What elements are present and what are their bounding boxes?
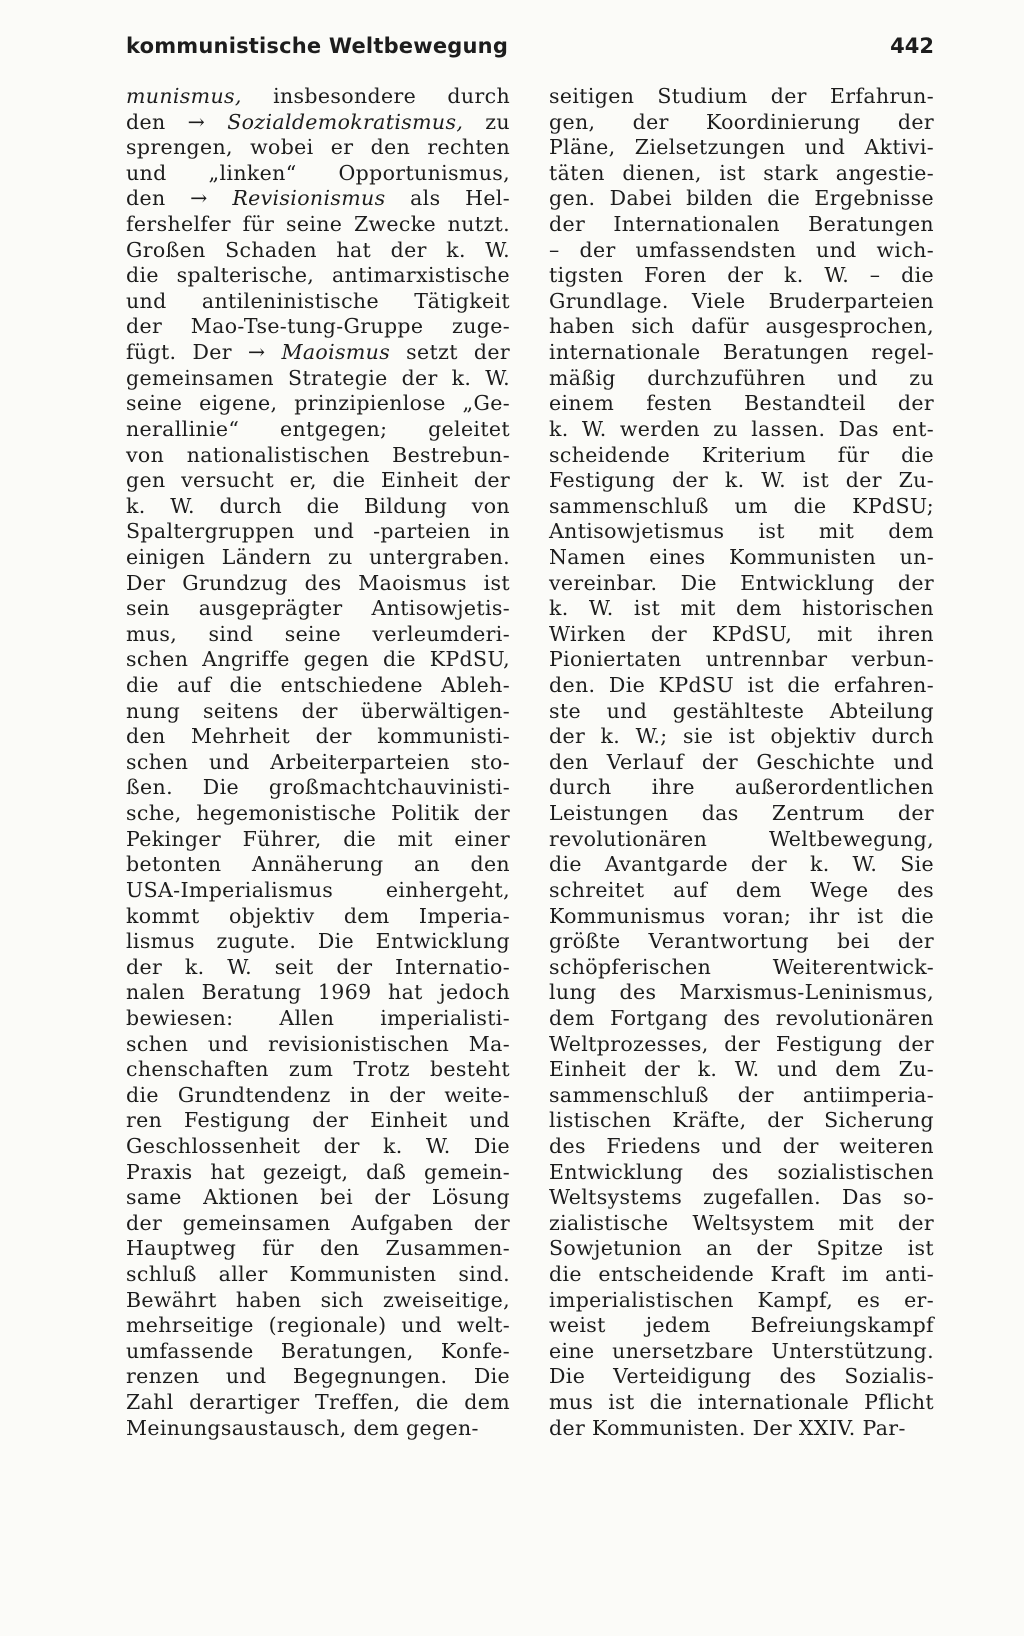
text-line [126,571,510,597]
text-line [549,596,934,622]
text-line [126,1134,510,1160]
text-run: Einheit der k. W. und dem Zu- [549,1057,934,1082]
text-line [549,1313,934,1339]
text-line [126,84,510,110]
text-line [126,1185,510,1211]
text-run: Weltprozesses, der Festigung der [549,1031,934,1056]
text-run: sprengen, wobei er den rechten [126,135,510,160]
text-run: gen. Dabei bilden die Ergebnisse [549,186,934,211]
text-run: umfassende Beratungen, Konfe- [126,1338,510,1363]
text-line [549,1032,934,1058]
text-run: nalen Beratung 1969 hat jedoch [126,980,510,1005]
italic-term: Maoismus [281,340,391,365]
text-run: von nationalistischen Bestrebun- [126,442,510,467]
text-run: Geschlossenheit der k. W. Die [126,1133,510,1158]
text-line [549,904,934,930]
text-run: die Avantgarde der k. W. Sie [549,852,934,877]
running-header [126,34,934,66]
text-line [549,980,934,1006]
text-line [549,622,934,648]
text-line [126,1057,510,1083]
text-run: Kommunismus voran; ihr ist die [549,903,934,928]
text-column-left [126,84,510,1441]
text-run: die Grundtendenz in der weite- [126,1082,510,1107]
text-line [549,647,934,673]
text-line [126,1108,510,1134]
text-line [126,443,510,469]
text-line [549,161,934,187]
text-run: den → [126,109,228,134]
text-run: die auf die entschiedene Ableh- [126,673,510,698]
italic-term: munismus, [126,84,242,108]
text-run: lung des Marxismus-Leninismus, [549,980,934,1005]
text-line [549,519,934,545]
text-line [549,571,934,597]
text-run: eine unersetzbare Unterstützung. [549,1338,934,1363]
text-line [126,391,510,417]
text-line [126,161,510,187]
text-run: sein ausgeprägter Antisowjetis- [126,596,510,621]
text-run: k. W. ist mit dem historischen [549,596,934,621]
text-line [549,443,934,469]
text-line [126,647,510,673]
text-run: schen und revisionistischen Ma- [126,1031,510,1056]
text-run: täten dienen, ist stark angestie- [549,160,934,185]
text-line [549,1134,934,1160]
text-line [549,135,934,161]
text-line [549,852,934,878]
text-run: chenschaften zum Trotz besteht [126,1057,510,1082]
text-line [549,314,934,340]
text-run: schreitet auf dem Wege des [549,877,934,902]
text-run: betonten Annäherung an den [126,852,510,877]
text-line [126,289,510,315]
page-number: 442 [890,34,934,58]
text-line [549,238,934,264]
text-line [126,135,510,161]
text-line [549,1185,934,1211]
text-line [126,878,510,904]
text-line [549,212,934,238]
text-line [549,1416,934,1442]
text-run: mus ist die internationale Pflicht [549,1390,934,1415]
text-run: Wirken der KPdSU, mit ihren [549,621,934,646]
text-line [126,750,510,776]
text-line [549,1364,934,1390]
text-line [126,1339,510,1365]
text-run: Spaltergruppen und -parteien in [126,519,510,544]
text-line [126,801,510,827]
text-line [126,494,510,520]
text-run: revolutionären Weltbewegung, [549,826,934,851]
text-line [126,366,510,392]
text-run: Pioniertaten untrennbar verbun- [549,647,934,672]
text-run: Weltsystems zugefallen. Das so- [549,1185,934,1210]
text-line [126,1416,510,1442]
text-run: Entwicklung des sozialistischen [549,1159,934,1184]
text-run: – der umfassendsten und wich- [549,237,934,262]
text-run: Pläne, Zielsetzungen und Aktivi- [549,135,934,160]
text-run: imperialistischen Kampf, es er- [549,1287,934,1312]
text-line [126,596,510,622]
text-run: gen, der Koordinierung der [549,109,934,134]
text-run: weist jedem Befreiungskampf [549,1313,934,1338]
text-run: größte Verantwortung bei der [549,929,934,954]
text-line [126,1006,510,1032]
italic-term: Revisionismus [232,186,386,211]
text-run: ßen. Die großmachtchauvinisti- [126,775,510,800]
text-run: der Internationalen Beratungen [549,212,934,237]
text-run: den → [126,186,233,211]
text-line [549,699,934,725]
text-line [126,827,510,853]
text-line [126,852,510,878]
text-run: einigen Ländern zu untergraben. [126,544,510,569]
text-line [549,827,934,853]
text-line [126,263,510,289]
text-line [126,1390,510,1416]
text-run: setzt der [390,340,510,365]
text-line [549,1211,934,1237]
text-run: mäßig durchzuführen und zu [549,365,934,390]
text-line [126,314,510,340]
text-run: Antisowjetismus ist mit dem [549,519,934,544]
text-line [126,1262,510,1288]
text-line [126,545,510,571]
text-line [126,110,510,136]
text-run: ste und gestählteste Abteilung [549,698,934,723]
text-line [126,724,510,750]
text-line [549,1083,934,1109]
text-run: die spalterische, antimarxistische [126,263,510,288]
text-run: der Kommunisten. Der XXIV. Par- [549,1415,906,1440]
text-line [126,622,510,648]
text-line [549,417,934,443]
text-line [549,929,934,955]
text-run: der k. W.; sie ist objektiv durch [549,724,934,749]
text-run: Der Grundzug des Maoismus ist [126,570,510,595]
text-run: der gemeinsamen Aufgaben der [126,1210,510,1235]
text-run: schöpferischen Weiterentwick- [549,954,934,979]
text-run: haben sich dafür ausgesprochen, [549,314,934,339]
text-run: USA-Imperialismus einhergeht, [126,877,510,902]
text-run: sammenschluß der antiimperia- [549,1082,934,1107]
text-line [549,801,934,827]
text-run: zu [463,109,510,134]
text-run: Grundlage. Viele Bruderparteien [549,288,934,313]
text-line [126,238,510,264]
text-run: Bewährt haben sich zweiseitige, [126,1287,510,1312]
text-line [549,110,934,136]
text-run: dem Fortgang des revolutionären [549,1005,934,1030]
text-run: nerallinie“ entgegen; geleitet [126,416,510,441]
text-run: k. W. werden zu lassen. Das ent- [549,416,934,441]
text-run: mehrseitige (regionale) und welt- [126,1313,510,1338]
text-line [549,955,934,981]
text-line [549,1006,934,1032]
text-run: schluß aller Kommunisten sind. [126,1262,510,1287]
text-run: den Mehrheit der kommunisti- [126,724,510,749]
text-run: seitigen Studium der Erfahrun- [549,84,934,108]
text-run: gemeinsamen Strategie der k. W. [126,365,510,390]
text-run: tigsten Foren der k. W. – die [549,263,934,288]
text-line [549,494,934,520]
text-line [549,263,934,289]
text-line [126,1364,510,1390]
text-line [126,468,510,494]
text-run: vereinbar. Die Entwicklung der [549,570,934,595]
text-run: nung seitens der überwältigen- [126,698,510,723]
text-run: fershelfer für seine Zwecke nutzt. [126,212,510,237]
text-line [549,1236,934,1262]
text-run: Meinungsaustausch, dem gegen- [126,1415,479,1440]
text-line [126,519,510,545]
text-run: same Aktionen bei der Lösung [126,1185,510,1210]
text-run: durch ihre außerordentlichen [549,775,934,800]
text-line [126,1083,510,1109]
text-run: einem festen Bestandteil der [549,391,934,416]
text-run: Die Verteidigung des Sozialis- [549,1364,934,1389]
text-line [549,878,934,904]
text-line [126,417,510,443]
text-run: Praxis hat gezeigt, daß gemein- [126,1159,510,1184]
text-run: als Hel- [385,186,510,211]
text-line [549,545,934,571]
text-run: den. Die KPdSU ist die erfahren- [549,673,934,698]
text-run: renzen und Begegnungen. Die [126,1364,510,1389]
text-line [549,468,934,494]
text-run: Sowjetunion an der Spitze ist [549,1236,934,1261]
text-line [126,775,510,801]
text-run: und „linken“ Opportunismus, [126,160,510,185]
text-run: des Friedens und der weiteren [549,1133,934,1158]
text-line [549,1288,934,1314]
text-line [549,84,934,110]
text-line [549,724,934,750]
text-line [549,1160,934,1186]
text-run: den Verlauf der Geschichte und [549,749,934,774]
text-line [126,904,510,930]
text-column-right [549,84,934,1441]
text-run: der Mao-Tse-tung-Gruppe zuge- [126,314,510,339]
text-run: internationale Beratungen regel- [549,340,934,365]
text-run: Namen eines Kommunisten un- [549,544,934,569]
text-run: sammenschluß um die KPdSU; [549,493,934,518]
text-run: Zahl derartiger Treffen, die dem [126,1390,510,1415]
text-line [549,1339,934,1365]
text-line [126,980,510,1006]
text-run: der k. W. seit der Internatio- [126,954,510,979]
text-run: sche, hegemonistische Politik der [126,801,510,826]
text-run: kommt objektiv dem Imperia- [126,903,510,928]
text-run: schen Angriffe gegen die KPdSU, [126,647,510,672]
page-header-title: kommunistische Weltbewegung [126,34,509,58]
text-run: und antileninistische Tätigkeit [126,288,510,313]
text-run: fügt. Der → [126,340,282,365]
text-line [126,1032,510,1058]
text-run: ren Festigung der Einheit und [126,1108,510,1133]
text-run: bewiesen: Allen imperialisti- [126,1005,510,1030]
text-line [126,929,510,955]
text-run: gen versucht er, die Einheit der [126,468,510,493]
text-line [549,1108,934,1134]
text-line [126,1288,510,1314]
text-line [126,1211,510,1237]
text-line [126,1236,510,1262]
text-run: listischen Kräfte, der Sicherung [549,1108,934,1133]
text-line [549,775,934,801]
text-run: mus, sind seine verleumderi- [126,621,510,646]
text-run: die entscheidende Kraft im anti- [549,1262,934,1287]
text-line [126,212,510,238]
text-run: Festigung der k. W. ist der Zu- [549,468,934,493]
text-line [549,1262,934,1288]
text-line [549,289,934,315]
text-run: Pekinger Führer, die mit einer [126,826,510,851]
text-run: schen und Arbeiterparteien sto- [126,749,510,774]
text-line [549,186,934,212]
italic-term: Sozialdemokratismus, [227,109,464,134]
text-line [126,1313,510,1339]
text-line [549,391,934,417]
text-run: k. W. durch die Bildung von [126,493,510,518]
text-run: Großen Schaden hat der k. W. [126,237,510,262]
text-run: lismus zugute. Die Entwicklung [126,929,510,954]
text-line [126,340,510,366]
text-run: insbesondere durch [241,84,510,108]
text-run: Leistungen das Zentrum der [549,801,934,826]
text-line [126,673,510,699]
text-run: Hauptweg für den Zusammen- [126,1236,510,1261]
text-line [549,1057,934,1083]
text-line [126,186,510,212]
text-run: scheidende Kriterium für die [549,442,934,467]
text-line [549,673,934,699]
text-line [549,340,934,366]
text-line [549,366,934,392]
text-line [549,1390,934,1416]
text-line [126,955,510,981]
text-line [126,699,510,725]
text-line [126,1160,510,1186]
text-line [549,750,934,776]
text-run: zialistische Weltsystem mit der [549,1210,934,1235]
text-run: seine eigene, prinzipienlose „Ge- [126,391,510,416]
